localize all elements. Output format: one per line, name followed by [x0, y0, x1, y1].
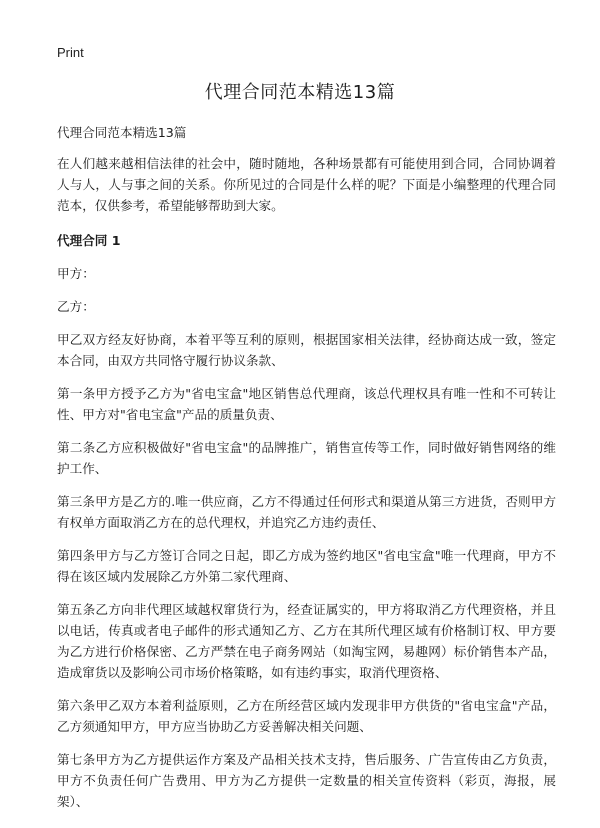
- print-link[interactable]: Print: [57, 45, 84, 60]
- document-subtitle: 代理合同范本精选13篇: [57, 125, 187, 140]
- contract-clause-5: 第五条乙方向非代理区域越权窜货行为，经查证属实的，甲方将取消乙方代理资格，并且以电话，传真或者电子邮件的形式通知乙方、乙方在其所代理区域有价格制订权、甲方要为乙方进行价格保密、乙方严禁在电子商务网站（如淘宝网，易趣网）标价销售本产品，造成窜货以及影响公司市场价格策略，如有违约事实，取消代理资格、: [57, 602, 556, 680]
- page-title: 代理合同范本精选13篇: [204, 82, 396, 103]
- contract-clause-1: 第一条甲方授予乙方为"省电宝盒"地区销售总代理商，该总代理权具有唯一性和不可转让性、甲方对"省电宝盒"产品的质量负责、: [57, 386, 556, 422]
- contract-clause-6: 第六条甲乙双方本着利益原则，乙方在所经营区域内发现非甲方供货的"省电宝盒"产品，乙方须通知甲方，甲方应当协助乙方妥善解决相关问题、: [57, 698, 556, 734]
- intro-paragraph: 在人们越来越相信法律的社会中，随时随地，各种场景都有可能使用到合同，合同协调着人与人，人与事之间的关系。你所见过的合同是什么样的呢？下面是小编整理的代理合同范本，仅供参考，希望能够帮助到大家。: [57, 156, 556, 213]
- contract-paragraph: 甲乙双方经友好协商，本着平等互利的原则，根据国家相关法律，经协商达成一致，签定本合同，由双方共同恪守履行协议条款、: [57, 332, 556, 368]
- contract-clause-7: 第七条甲方为乙方提供运作方案及产品相关技术支持，售后服务、广告宣传由乙方负责，甲方不负责任何广告费用、甲方为乙方提供一定数量的相关宣传资料（彩页，海报，展架）、: [57, 752, 556, 809]
- contract-clause-2: 第二条乙方应积极做好"省电宝盒"的品牌推广，销售宣传等工作，同时做好销售网络的维护工作、: [57, 440, 556, 476]
- section-heading: 代理合同 1: [57, 233, 121, 248]
- contract-clause-4: 第四条甲方与乙方签订合同之日起，即乙方成为签约地区"省电宝盒"唯一代理商，甲方不得在该区域内发展除乙方外第二家代理商、: [57, 548, 556, 584]
- document-body: [57, 122, 556, 824]
- party-b-field: 乙方：: [57, 299, 95, 314]
- contract-clause-3: 第三条甲方是乙方的.唯一供应商，乙方不得通过任何形式和渠道从第三方进货，否则甲方有权单方面取消乙方在的总代理权，并追究乙方违约责任、: [57, 494, 556, 530]
- party-a-field: 甲方：: [57, 266, 95, 281]
